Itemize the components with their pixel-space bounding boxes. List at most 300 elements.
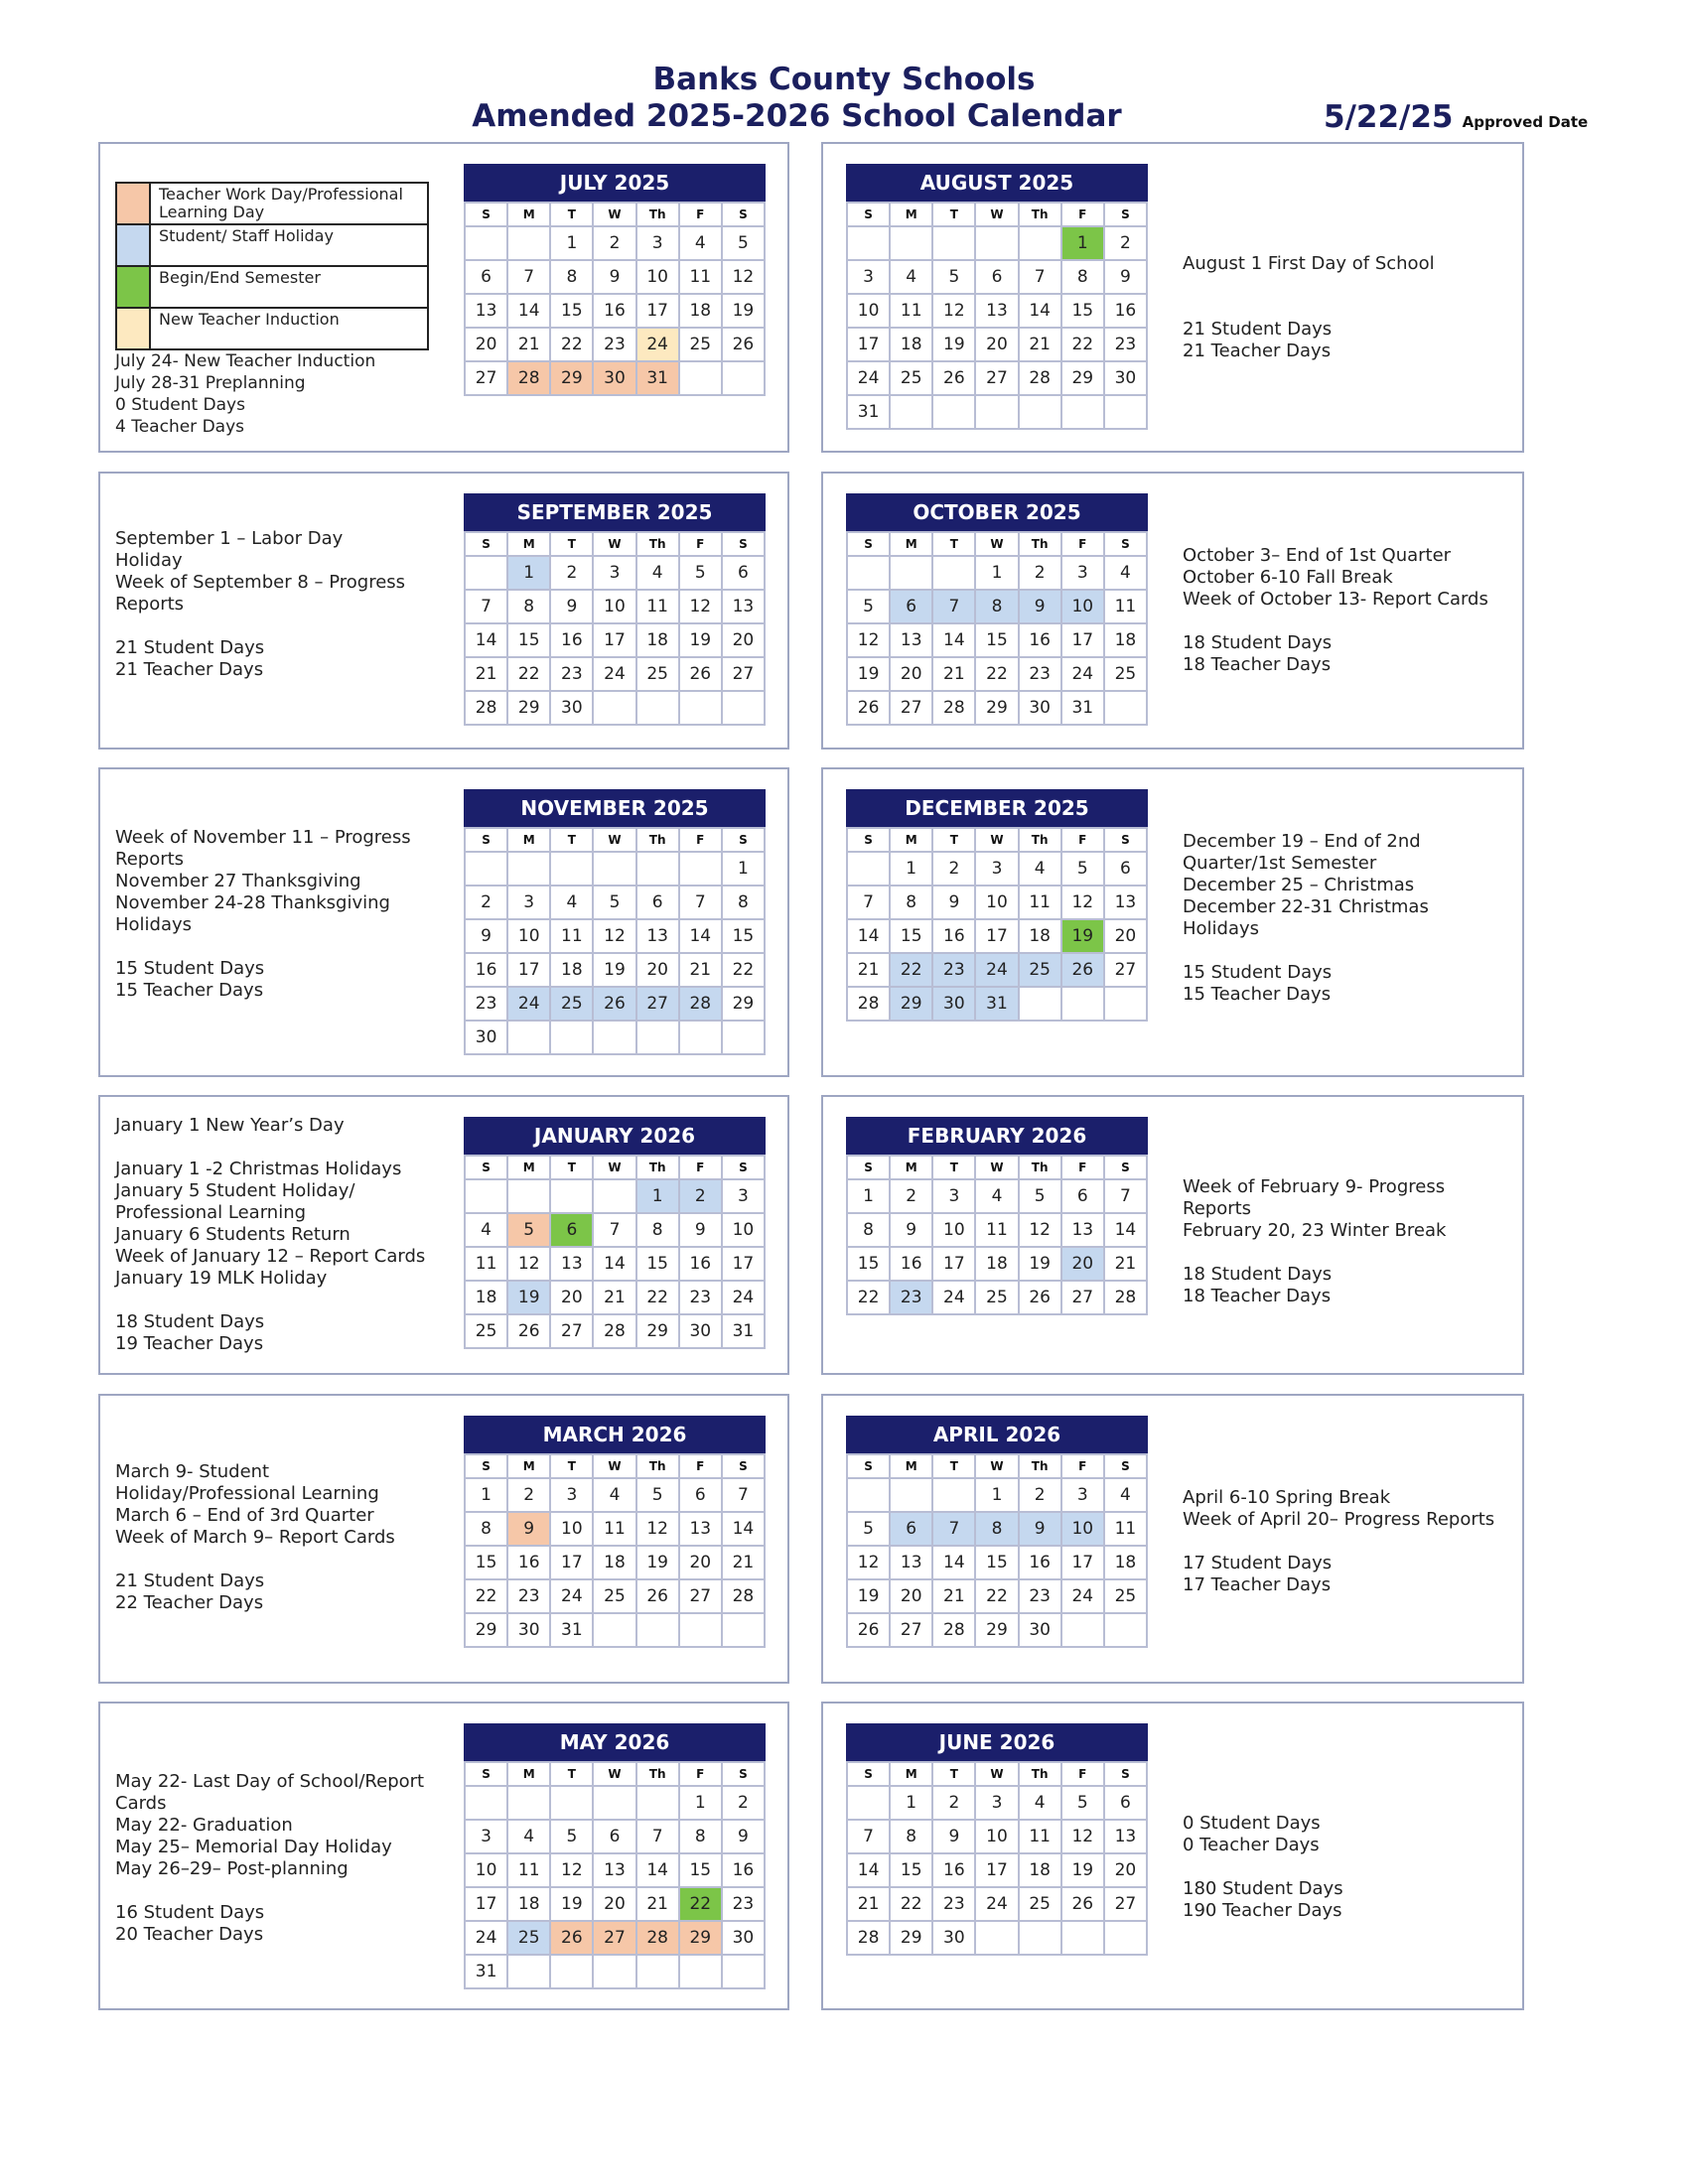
weekday-label: Th <box>636 532 679 556</box>
day-cell-4: 4 <box>890 260 932 294</box>
note-line: 18 Student Days <box>1183 1264 1333 1285</box>
day-cell-17: 17 <box>593 623 635 657</box>
day-cell-25: 25 <box>465 1314 507 1348</box>
month-calendar <box>464 164 766 396</box>
empty-day-cell <box>636 1955 679 1988</box>
month-panel <box>98 472 789 750</box>
note-line: Reports <box>115 594 185 614</box>
day-cell-18: 18 <box>550 953 593 987</box>
note-line: 0 Teacher Days <box>1183 1835 1320 1855</box>
day-cell-16: 16 <box>679 1247 722 1281</box>
day-cell-10: 10 <box>465 1853 507 1887</box>
empty-day-cell <box>847 226 890 260</box>
day-cell-27: 27 <box>890 1613 932 1647</box>
day-cell-31: 31 <box>550 1613 593 1647</box>
weekday-row <box>465 1762 765 1786</box>
day-cell-13: 13 <box>890 1546 932 1579</box>
day-cell-18: 18 <box>593 1546 635 1579</box>
day-cell-25: 25 <box>1104 1579 1147 1613</box>
weekday-label: S <box>847 532 890 556</box>
day-cell-24: 24 <box>1061 1579 1104 1613</box>
day-cell-11: 11 <box>636 590 679 623</box>
note-spacer <box>1183 940 1429 962</box>
weekday-label: W <box>593 203 635 226</box>
month-table <box>846 1761 1148 1956</box>
day-cell-17: 17 <box>847 328 890 361</box>
week-row <box>465 1512 765 1546</box>
weekday-label: Th <box>636 1156 679 1179</box>
legend-label: Student/ Staff Holiday <box>150 224 428 266</box>
day-cell-16: 16 <box>593 294 635 328</box>
empty-day-cell <box>550 1786 593 1820</box>
day-cell-5: 5 <box>847 1512 890 1546</box>
day-cell-2: 2 <box>932 1786 975 1820</box>
note-line: March 9- Student <box>115 1461 270 1482</box>
day-cell-5: 5 <box>507 1213 550 1247</box>
weekday-label: M <box>507 1762 550 1786</box>
note-line: July 28-31 Preplanning <box>115 373 306 393</box>
weekday-row <box>847 1762 1147 1786</box>
day-cell-6: 6 <box>465 260 507 294</box>
empty-day-cell <box>593 691 635 725</box>
day-cell-13: 13 <box>722 590 765 623</box>
day-cell-27: 27 <box>890 691 932 725</box>
day-cell-21: 21 <box>593 1281 635 1314</box>
note-line: Week of January 12 – Report Cards <box>115 1246 426 1267</box>
weekday-label: S <box>465 1762 507 1786</box>
note-line: August 1 First Day of School <box>1183 253 1435 274</box>
note-line: December 19 – End of 2nd <box>1183 831 1421 852</box>
day-cell-7: 7 <box>722 1478 765 1512</box>
day-cell-29: 29 <box>890 987 932 1021</box>
day-cell-18: 18 <box>1104 623 1147 657</box>
day-cell-16: 16 <box>1104 294 1147 328</box>
weekday-row <box>847 828 1147 852</box>
day-cell-1: 1 <box>679 1786 722 1820</box>
month-calendar <box>464 1723 766 1989</box>
day-cell-6: 6 <box>636 886 679 919</box>
week-row <box>847 556 1147 590</box>
day-cell-8: 8 <box>890 886 932 919</box>
day-cell-18: 18 <box>975 1247 1018 1281</box>
weekday-label: Th <box>1019 1762 1061 1786</box>
day-cell-20: 20 <box>465 328 507 361</box>
day-cell-4: 4 <box>975 1179 1018 1213</box>
day-cell-16: 16 <box>932 919 975 953</box>
empty-day-cell <box>593 1021 635 1054</box>
week-row <box>465 1786 765 1820</box>
weekday-label: S <box>847 1762 890 1786</box>
day-cell-22: 22 <box>1061 328 1104 361</box>
note-line: 21 Teacher Days <box>115 659 264 680</box>
note-line: May 22- Last Day of School/Report <box>115 1771 425 1792</box>
week-row <box>847 691 1147 725</box>
day-cell-13: 13 <box>890 623 932 657</box>
day-cell-17: 17 <box>550 1546 593 1579</box>
note-line: March 6 – End of 3rd Quarter <box>115 1505 374 1526</box>
month-table <box>464 1453 766 1648</box>
day-cell-16: 16 <box>932 1853 975 1887</box>
day-cell-23: 23 <box>465 987 507 1021</box>
note-line: January 1 -2 Christmas Holidays <box>115 1159 402 1179</box>
day-cell-4: 4 <box>1019 1786 1061 1820</box>
note-line: January 6 Students Return <box>115 1224 351 1245</box>
day-cell-14: 14 <box>847 919 890 953</box>
month-header: FEBRUARY 2026 <box>846 1117 1148 1155</box>
day-cell-9: 9 <box>932 1820 975 1853</box>
note-spacer <box>115 936 411 958</box>
day-cell-15: 15 <box>465 1546 507 1579</box>
day-cell-6: 6 <box>1104 852 1147 886</box>
month-notes <box>115 1771 424 1946</box>
day-cell-19: 19 <box>1061 919 1104 953</box>
day-cell-26: 26 <box>847 691 890 725</box>
note-spacer <box>115 1290 425 1311</box>
day-cell-24: 24 <box>507 987 550 1021</box>
weekday-label: F <box>679 1156 722 1179</box>
week-row <box>465 1955 765 1988</box>
day-cell-12: 12 <box>1061 1820 1104 1853</box>
month-table <box>846 827 1148 1022</box>
day-cell-1: 1 <box>847 1179 890 1213</box>
month-panel <box>98 767 789 1077</box>
day-cell-11: 11 <box>1019 1820 1061 1853</box>
day-cell-2: 2 <box>1104 226 1147 260</box>
day-cell-1: 1 <box>975 1478 1018 1512</box>
day-cell-12: 12 <box>722 260 765 294</box>
empty-day-cell <box>593 1955 635 1988</box>
weekday-label: S <box>847 203 890 226</box>
day-cell-3: 3 <box>722 1179 765 1213</box>
day-cell-25: 25 <box>507 1921 550 1955</box>
day-cell-24: 24 <box>975 1887 1018 1921</box>
day-cell-10: 10 <box>550 1512 593 1546</box>
legend-row <box>116 308 428 349</box>
weekday-label: Th <box>1019 828 1061 852</box>
empty-day-cell <box>932 1478 975 1512</box>
day-cell-30: 30 <box>507 1613 550 1647</box>
weekday-label: M <box>890 203 932 226</box>
weekday-label: W <box>593 828 635 852</box>
weekday-label: T <box>550 1762 593 1786</box>
day-cell-10: 10 <box>636 260 679 294</box>
empty-day-cell <box>550 1179 593 1213</box>
week-row <box>847 1478 1147 1512</box>
weekday-row <box>847 203 1147 226</box>
day-cell-27: 27 <box>679 1579 722 1613</box>
weekday-label: F <box>1061 1454 1104 1478</box>
empty-day-cell <box>847 852 890 886</box>
page-title: Amended 2025-2026 School Calendar <box>472 98 1122 134</box>
empty-day-cell <box>1019 395 1061 429</box>
day-cell-14: 14 <box>507 294 550 328</box>
month-table <box>846 1453 1148 1648</box>
note-line: January 5 Student Holiday/ <box>115 1180 355 1201</box>
day-cell-5: 5 <box>847 590 890 623</box>
day-cell-22: 22 <box>847 1281 890 1314</box>
week-row <box>847 852 1147 886</box>
empty-day-cell <box>1019 226 1061 260</box>
day-cell-18: 18 <box>1019 1853 1061 1887</box>
day-cell-22: 22 <box>550 328 593 361</box>
weekday-label: S <box>1104 203 1147 226</box>
day-cell-28: 28 <box>932 691 975 725</box>
day-cell-4: 4 <box>1104 1478 1147 1512</box>
day-cell-3: 3 <box>975 852 1018 886</box>
day-cell-22: 22 <box>975 657 1018 691</box>
month-panel <box>821 142 1524 453</box>
day-cell-26: 26 <box>550 1921 593 1955</box>
month-calendar <box>464 493 766 726</box>
day-cell-28: 28 <box>679 987 722 1021</box>
day-cell-29: 29 <box>550 361 593 395</box>
month-calendar <box>464 1416 766 1648</box>
day-cell-3: 3 <box>1061 556 1104 590</box>
empty-day-cell <box>507 1179 550 1213</box>
day-cell-3: 3 <box>636 226 679 260</box>
empty-day-cell <box>1019 1921 1061 1955</box>
empty-day-cell <box>1061 1613 1104 1647</box>
note-line: July 24- New Teacher Induction <box>115 351 376 371</box>
day-cell-8: 8 <box>679 1820 722 1853</box>
note-line: 22 Teacher Days <box>115 1592 264 1613</box>
month-calendar <box>846 493 1148 726</box>
day-cell-3: 3 <box>932 1179 975 1213</box>
day-cell-27: 27 <box>722 657 765 691</box>
note-line: 180 Student Days <box>1183 1878 1343 1899</box>
day-cell-18: 18 <box>1019 919 1061 953</box>
day-cell-11: 11 <box>679 260 722 294</box>
month-panel <box>821 472 1524 750</box>
week-row <box>847 1546 1147 1579</box>
day-cell-26: 26 <box>722 328 765 361</box>
day-cell-14: 14 <box>932 1546 975 1579</box>
day-cell-30: 30 <box>1019 691 1061 725</box>
day-cell-26: 26 <box>636 1579 679 1613</box>
weekday-label: T <box>550 203 593 226</box>
week-row <box>465 886 765 919</box>
weekday-label: S <box>722 828 765 852</box>
day-cell-6: 6 <box>890 590 932 623</box>
day-cell-24: 24 <box>847 361 890 395</box>
note-line: February 20, 23 Winter Break <box>1183 1220 1447 1241</box>
empty-day-cell <box>890 556 932 590</box>
weekday-label: F <box>1061 203 1104 226</box>
day-cell-9: 9 <box>550 590 593 623</box>
day-cell-5: 5 <box>550 1820 593 1853</box>
empty-day-cell <box>890 226 932 260</box>
day-cell-22: 22 <box>722 953 765 987</box>
day-cell-21: 21 <box>722 1546 765 1579</box>
empty-day-cell <box>679 852 722 886</box>
day-cell-25: 25 <box>890 361 932 395</box>
day-cell-13: 13 <box>1061 1213 1104 1247</box>
note-line: 15 Student Days <box>115 958 265 979</box>
weekday-label: M <box>890 1762 932 1786</box>
month-panel <box>821 1095 1524 1375</box>
note-line: Week of April 20– Progress Reports <box>1183 1509 1495 1530</box>
note-line: 15 Teacher Days <box>115 980 264 1001</box>
day-cell-1: 1 <box>890 1786 932 1820</box>
weekday-label: S <box>465 1454 507 1478</box>
weekday-label: W <box>593 1762 635 1786</box>
note-line: 15 Student Days <box>1183 962 1333 983</box>
day-cell-7: 7 <box>465 590 507 623</box>
empty-day-cell <box>932 226 975 260</box>
week-row <box>847 657 1147 691</box>
day-cell-29: 29 <box>1061 361 1104 395</box>
empty-day-cell <box>679 691 722 725</box>
note-line: Professional Learning <box>115 1202 307 1223</box>
weekday-label: Th <box>1019 1454 1061 1478</box>
day-cell-3: 3 <box>975 1786 1018 1820</box>
weekday-row <box>465 1156 765 1179</box>
day-cell-10: 10 <box>593 590 635 623</box>
day-cell-4: 4 <box>550 886 593 919</box>
empty-day-cell <box>507 1021 550 1054</box>
day-cell-6: 6 <box>975 260 1018 294</box>
day-cell-26: 26 <box>847 1613 890 1647</box>
week-row <box>465 691 765 725</box>
weekday-label: S <box>847 1156 890 1179</box>
day-cell-20: 20 <box>1061 1247 1104 1281</box>
note-line: April 6-10 Spring Break <box>1183 1487 1391 1508</box>
day-cell-8: 8 <box>636 1213 679 1247</box>
note-spacer <box>1183 1856 1343 1878</box>
empty-day-cell <box>550 1955 593 1988</box>
legend-label: New Teacher Induction <box>150 308 428 349</box>
day-cell-1: 1 <box>890 852 932 886</box>
district-name: Banks County Schools <box>652 62 1036 97</box>
day-cell-31: 31 <box>847 395 890 429</box>
weekday-label: M <box>890 828 932 852</box>
weekday-label: Th <box>1019 532 1061 556</box>
week-row <box>465 328 765 361</box>
day-cell-26: 26 <box>1061 1887 1104 1921</box>
day-cell-12: 12 <box>847 1546 890 1579</box>
day-cell-7: 7 <box>679 886 722 919</box>
day-cell-17: 17 <box>975 919 1018 953</box>
empty-day-cell <box>679 1613 722 1647</box>
weekday-label: T <box>932 1454 975 1478</box>
day-cell-9: 9 <box>507 1512 550 1546</box>
day-cell-27: 27 <box>550 1314 593 1348</box>
empty-day-cell <box>507 1955 550 1988</box>
note-line: Holidays <box>1183 918 1260 939</box>
week-row <box>847 1820 1147 1853</box>
day-cell-11: 11 <box>890 294 932 328</box>
day-cell-17: 17 <box>1061 623 1104 657</box>
day-cell-18: 18 <box>636 623 679 657</box>
day-cell-19: 19 <box>1019 1247 1061 1281</box>
month-notes <box>115 528 405 681</box>
day-cell-27: 27 <box>1104 953 1147 987</box>
month-calendar <box>846 789 1148 1022</box>
weekday-label: T <box>932 203 975 226</box>
day-cell-14: 14 <box>636 1853 679 1887</box>
empty-day-cell <box>1104 1613 1147 1647</box>
weekday-row <box>465 532 765 556</box>
note-line: Holiday <box>115 550 183 571</box>
day-cell-12: 12 <box>847 623 890 657</box>
day-cell-20: 20 <box>636 953 679 987</box>
week-row <box>847 1213 1147 1247</box>
day-cell-3: 3 <box>465 1820 507 1853</box>
day-cell-5: 5 <box>679 556 722 590</box>
note-line: Week of October 13- Report Cards <box>1183 589 1488 610</box>
day-cell-6: 6 <box>722 556 765 590</box>
day-cell-29: 29 <box>722 987 765 1021</box>
note-line: October 3– End of 1st Quarter <box>1183 545 1452 566</box>
weekday-label: S <box>847 828 890 852</box>
day-cell-30: 30 <box>1019 1613 1061 1647</box>
empty-day-cell <box>507 226 550 260</box>
day-cell-16: 16 <box>465 953 507 987</box>
day-cell-8: 8 <box>975 590 1018 623</box>
note-line: Week of September 8 – Progress <box>115 572 406 593</box>
weekday-label: S <box>722 203 765 226</box>
day-cell-14: 14 <box>847 1853 890 1887</box>
day-cell-7: 7 <box>1019 260 1061 294</box>
day-cell-1: 1 <box>550 226 593 260</box>
day-cell-30: 30 <box>722 1921 765 1955</box>
weekday-label: M <box>890 1156 932 1179</box>
weekday-label: S <box>1104 532 1147 556</box>
day-cell-10: 10 <box>1061 590 1104 623</box>
day-cell-6: 6 <box>1061 1179 1104 1213</box>
day-cell-1: 1 <box>636 1179 679 1213</box>
day-cell-24: 24 <box>465 1921 507 1955</box>
week-row <box>847 987 1147 1021</box>
note-line: Cards <box>115 1793 167 1814</box>
weekday-label: S <box>722 1156 765 1179</box>
day-cell-16: 16 <box>1019 623 1061 657</box>
month-panel <box>98 1394 789 1684</box>
day-cell-19: 19 <box>932 328 975 361</box>
day-cell-2: 2 <box>465 886 507 919</box>
note-line: 21 Student Days <box>115 1570 265 1591</box>
day-cell-19: 19 <box>847 657 890 691</box>
empty-day-cell <box>636 852 679 886</box>
note-line: May 25– Memorial Day Holiday <box>115 1837 392 1857</box>
weekday-label: M <box>507 1156 550 1179</box>
day-cell-5: 5 <box>1019 1179 1061 1213</box>
day-cell-5: 5 <box>1061 1786 1104 1820</box>
day-cell-20: 20 <box>975 328 1018 361</box>
day-cell-25: 25 <box>679 328 722 361</box>
empty-day-cell <box>465 1786 507 1820</box>
legend-row <box>116 266 428 308</box>
day-cell-23: 23 <box>1019 657 1061 691</box>
weekday-label: S <box>722 1762 765 1786</box>
empty-day-cell <box>550 1021 593 1054</box>
day-cell-27: 27 <box>593 1921 635 1955</box>
day-cell-30: 30 <box>679 1314 722 1348</box>
day-cell-15: 15 <box>975 623 1018 657</box>
day-cell-21: 21 <box>1019 328 1061 361</box>
weekday-label: W <box>975 203 1018 226</box>
empty-day-cell <box>1061 987 1104 1021</box>
note-spacer <box>1183 297 1435 319</box>
day-cell-10: 10 <box>1061 1512 1104 1546</box>
day-cell-17: 17 <box>636 294 679 328</box>
weekday-label: W <box>975 532 1018 556</box>
day-cell-27: 27 <box>975 361 1018 395</box>
empty-day-cell <box>1061 1921 1104 1955</box>
note-line: November 24-28 Thanksgiving <box>115 892 390 913</box>
day-cell-30: 30 <box>1104 361 1147 395</box>
week-row <box>465 1820 765 1853</box>
